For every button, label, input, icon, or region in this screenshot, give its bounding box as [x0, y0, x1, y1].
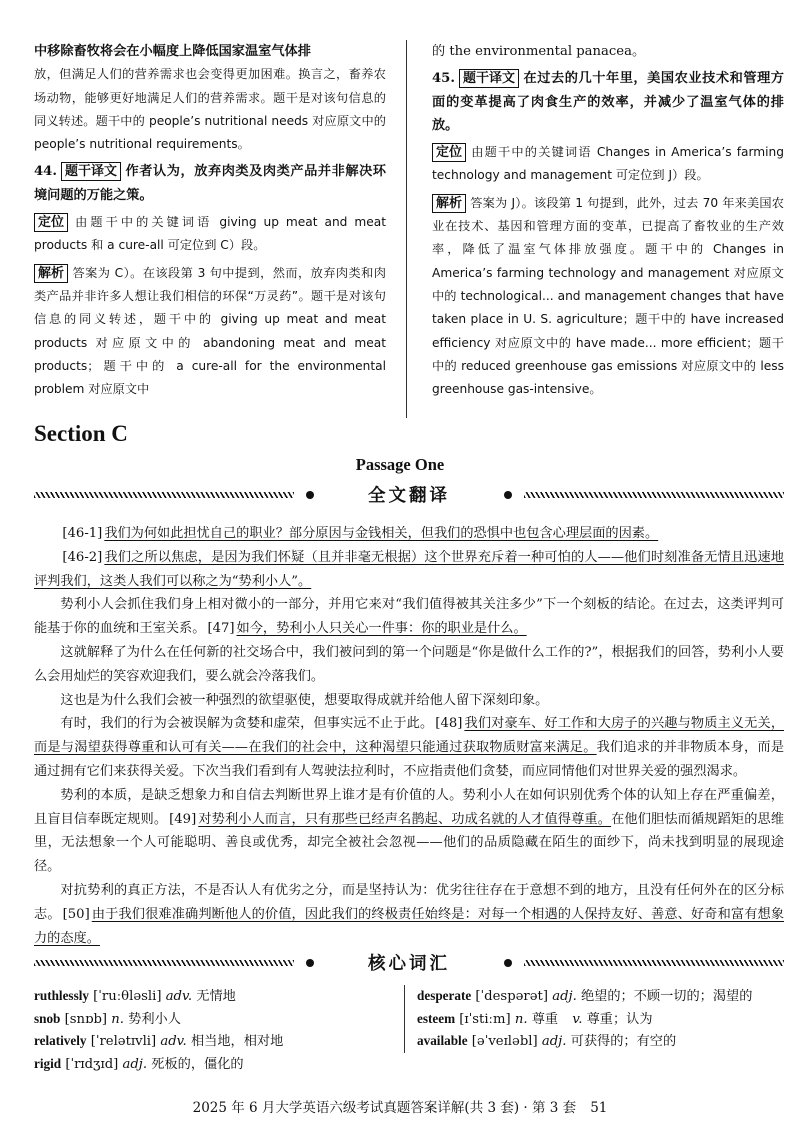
vocab-word: desperate — [417, 988, 472, 1003]
translation-paragraph — [34, 546, 784, 594]
question-44-analysis-text: 答案为 C）。在该段第 3 句中提到，然而，放弃肉类和肉类产品并非许多人想让我们相信的环保“万灵药”。题干是对该句信息的同义转述，题干中的 giving up meat and meat products 对应原文中的 abandoning meat and meat products；题干中的 a cure-all for the environmental problem 对应原文中 — [34, 265, 386, 397]
question-44-analysis — [34, 262, 386, 402]
translation-paragraph: 这就解释了为什么在任何新的社交场合中，我们被问到的第一个问题是“你是做什么工作的?”，根据我们的回答，势利小人要么会用灿烂的笑容欢迎我们，要么就会冷落我们。 — [34, 644, 784, 684]
vocab-pos: adj. — [552, 989, 577, 1004]
vocab-entry — [34, 1008, 382, 1031]
vocab-word: available — [417, 1033, 468, 1048]
vocab-list-left — [34, 985, 382, 1075]
analysis-tag: 解析 — [432, 194, 466, 213]
vocab-ipa: [ˈruːθləsli] — [93, 989, 162, 1004]
vocab-word: snob — [34, 1010, 61, 1026]
vocab-meaning: 可获得的；有空的 — [570, 1034, 677, 1049]
locate-tag: 定位 — [432, 143, 466, 162]
paragraph-text: 势利小人会抓住我们身上相对微小的一部分，并用它来对“我们值得被其关注多少”下一个刻板的结论。在过去，这类评判可能基于你的血统和王室关系。 — [34, 597, 784, 637]
vocab-entry — [34, 1030, 382, 1053]
underlined-sentence: 我们之所以焦虑，是因为我们怀疑（且并非毫无根据）这个世界充斥着一种可怕的人——他们时刻准备无情且迅速地评判我们，这类人我们可以称之为“势利小人”。 — [34, 549, 784, 589]
full-translation — [34, 522, 784, 950]
page-number: 51 — [590, 1100, 608, 1116]
stem-translation-tag: 题干译文 — [459, 69, 519, 88]
hatch-right-decoration — [524, 960, 784, 966]
question-45-analysis-text: 答案为 J）。该段第 1 句提到，此外，过去 70 年来美国农业在技术、基因和管理方面的变革，已提高了畜牧业的生产效率，降低了温室气体排放强度。题干中的 Changes in America’s farming technology and management 对应原文中的 technological... and management changes that have taken place in U. S. agriculture；题干中的 have increased efficiency 对应原文中的 have made... more efficient；题干中的 reduced greenhouse gas emissions 对应原文中的 less greenhouse gas-intensive。 — [432, 195, 784, 397]
left-column — [34, 40, 386, 401]
question-44-stem — [34, 160, 386, 207]
underlined-sentence: 我们对豪车、好工作和大房子的兴趣与物质主义无关，而是与渴望获得尊重和认可有关——在我们的社会中，这种渴望只能通过获取物质财富来满足。 — [34, 716, 785, 756]
paragraph-text: 对抗势利的真正方法，不是否认人有优劣之分，而是坚持认为：优劣往往存在于意想不到的地方，且没有任何外在的区分标志。 — [34, 882, 784, 922]
vocab-pos: adj. — [541, 1034, 567, 1049]
translation-banner — [34, 482, 784, 508]
underlined-sentence: 对势利小人而言，只有那些已经声名鹊起、功成名就的人才值得尊重。 — [198, 811, 612, 827]
column-divider — [406, 40, 407, 418]
left-continuation-line1: 中移除畜牧将会在小幅度上降低国家温室气体排 — [34, 44, 311, 59]
vocab-ipa: [ɪˈstiːm] — [459, 1011, 511, 1027]
section-title: Section C — [34, 421, 128, 446]
underlined-sentence: 我们为何如此担忧自己的职业？部分原因与金钱相关，但我们的恐惧中也包含心理层面的因素。 — [104, 526, 659, 541]
question-44-stem-text: 作者认为，放弃肉类及肉类产品并非解决环境问题的万能之策。 — [34, 164, 386, 203]
vocab-ipa: [ˈrelətɪvli] — [90, 1034, 157, 1049]
question-ref: [48] — [435, 716, 463, 732]
paragraph-text: 在他们胆怯而循规蹈矩的思维里，无法想象一个人可能聪明、善良或优秀，却完全被社会忽视——他们的品质隐藏在陌生的面纱下，尚未找到明显的展现途径。 — [34, 811, 785, 875]
vocab-pos: adv. — [165, 989, 193, 1004]
page-footer — [0, 1096, 800, 1116]
translation-paragraph — [34, 784, 784, 879]
translation-paragraph — [34, 712, 784, 783]
paragraph-text: 我们追求的并非物质本身，而是通过拥有它们来获得关爱。下次当我们看到有人驾驶法拉利时，不应指责他们贪婪，而应同情他们对世界关爱的强烈渴求。 — [34, 740, 785, 779]
underlined-sentence: 由于我们很难准确判断他人的价值，因此我们的终极责任始终是：对每一个相遇的人保持友好、善意、好奇和富有想象力的态度。 — [34, 906, 785, 946]
question-45-number: 45. — [432, 71, 455, 87]
question-ref: [47] — [207, 621, 235, 637]
translation-banner-title: 全文翻译 — [368, 486, 450, 506]
vocab-word: rigid — [34, 1055, 62, 1071]
question-44-locate-text: 由题干中的关键词语 giving up meat and meat products 和 a cure-all 可定位到 C）段。 — [34, 215, 386, 253]
right-column — [432, 40, 784, 401]
vocab-word: ruthlessly — [34, 988, 89, 1003]
underlined-sentence: 如今，势利小人只关心一件事：你的职业是什么。 — [236, 621, 527, 637]
question-ref: [46-2] — [62, 549, 103, 565]
vocab-banner-title: 核心词汇 — [368, 954, 450, 974]
question-45-analysis — [432, 192, 784, 402]
vocab-ipa: [snɒb] — [64, 1011, 108, 1027]
vocab-meaning: 相当地，相对地 — [190, 1034, 284, 1049]
locate-tag: 定位 — [34, 213, 68, 232]
question-45-locate — [432, 141, 784, 188]
vocab-meaning: 无情地 — [196, 989, 236, 1004]
question-44-number: 44. — [34, 164, 57, 180]
question-45-locate-text: 由题干中的关键词语 Changes in America’s farming technology and management 可定位到 J）段。 — [432, 145, 784, 183]
vocab-pos: n. — [111, 1011, 124, 1027]
translation-paragraph — [34, 593, 784, 641]
vocab-meaning: 尊重 — [531, 1011, 559, 1027]
vocab-ipa: [ˈdespərət] — [475, 989, 548, 1004]
footer-text: 2025 年 6 月大学英语六级考试真题答案详解(共 3 套) · 第 3 套 — [192, 1100, 577, 1116]
vocab-pos: adv. — [160, 1034, 187, 1049]
translation-paragraph: 这也是为什么我们会被一种强烈的欲望驱使，想要取得成就并给他人留下深刻印象。 — [60, 692, 549, 708]
vocab-pos-2: v. — [572, 1011, 583, 1027]
question-ref: [50] — [62, 906, 90, 922]
question-45-stem — [432, 67, 784, 137]
analysis-tag: 解析 — [34, 264, 68, 283]
vocab-meaning: 死板的，僵化的 — [151, 1056, 244, 1072]
question-45-stem-text: 在过去的几十年里，美国农业技术和管理方面的变革提高了肉食生产的效率，并减少了温室气体的排放。 — [432, 71, 784, 133]
vocab-meaning: 势利小人 — [128, 1011, 181, 1027]
vocab-pos: adj. — [122, 1056, 148, 1072]
passage-title: Passage One — [355, 455, 445, 474]
vocab-entry — [34, 1053, 382, 1076]
vocab-word: esteem — [417, 1010, 456, 1026]
question-ref: [46-1] — [62, 526, 103, 541]
stem-translation-tag: 题干译文 — [61, 162, 121, 181]
vocab-meaning: 绝望的；不顾一切的；渴望的 — [581, 989, 753, 1004]
question-44-locate — [34, 211, 386, 258]
dot-right-decoration — [504, 491, 512, 499]
vocab-entry — [417, 1030, 797, 1053]
question-ref: [49] — [169, 811, 197, 827]
vocab-meaning-2: 尊重；认为 — [586, 1011, 653, 1027]
hatch-right-decoration — [524, 492, 784, 498]
left-continuation-text: 放，但满足人们的营养需求也会变得更加困难。换言之，畜养农场动物，能够更好地满足人们的营养需求。题干是对该句信息的同义转述。题干中的 people’s nutritional needs 对应原文中的 people’s nutritional requirements。 — [34, 67, 386, 152]
vocab-entry — [417, 1008, 797, 1031]
vocab-ipa: [əˈveɪləbl] — [471, 1034, 538, 1049]
vocab-word: relatively — [34, 1033, 87, 1048]
vocab-pos: n. — [514, 1011, 528, 1027]
vocab-entry — [34, 985, 382, 1008]
vocab-list-right — [404, 985, 797, 1053]
paragraph-text: 势利的本质，是缺乏想象力和自信去判断世界上谁才是有价值的人。势利小人在如何识别优秀个体的认知上存在严重偏差，且盲目信奉既定规则。 — [34, 787, 784, 827]
vocab-ipa: [ˈrɪdʒɪd] — [65, 1056, 119, 1072]
dot-right-decoration — [504, 959, 512, 967]
vocab-banner — [34, 950, 784, 976]
vocab-entry — [417, 985, 797, 1008]
translation-paragraph — [34, 522, 784, 546]
paragraph-text: 有时，我们的行为会被误解为贪婪和虚荣，但事实远不止于此。 — [60, 716, 434, 732]
translation-paragraph — [34, 879, 784, 950]
right-continuation-line: 的 the environmental panacea。 — [432, 44, 646, 59]
